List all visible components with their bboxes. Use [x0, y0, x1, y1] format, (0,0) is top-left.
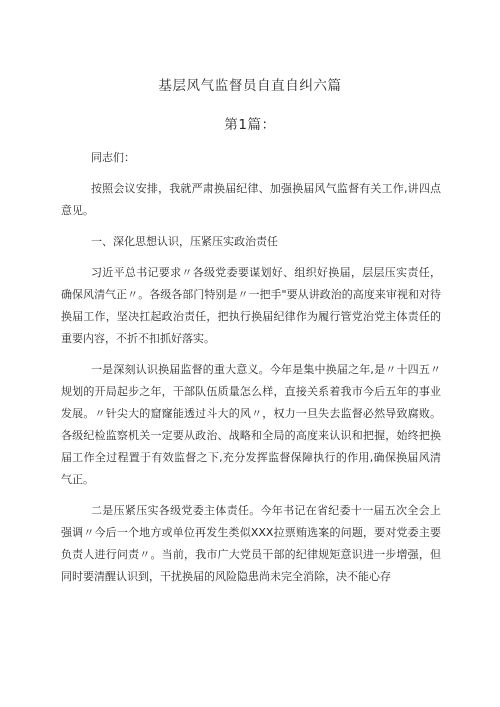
paragraph-body: 二是压紧压实各级党委主体责任。今年书记在省纪委十一届五次全会上强调〃今后一个地方或单位再发生类似XXX拉票贿选案的问题，要对党委主要负责人进行问责〃。当前，我市广大党员干部的纪律规矩意识进一步增强，但同时要清醒认识到，干扰换届的风险隐患尚未完全消除，决不能心存	[61, 504, 441, 583]
document-body	[61, 147, 441, 597]
paragraph-body: 习近平总书记要求〃各级党委要谋划好、组织好换届，层层压实责任，确保风清气正〃。各级各部门特别是〃一把手"要从讲政治的高度来审视和对待换届工作，坚决扛起政治责任，把执行换届纪律作为履行管党治党主体责任的重要内容，不折不扣抓好落实。	[61, 266, 441, 345]
paragraph-salutation: 同志们：	[91, 151, 135, 164]
paragraph-body: 一是深刻认识换届监督的重大意义。今年是集中换届之年,是〃十四五〃规划的开局起步之年，干部队伍质量怎么样，直接关系着我市今后五年的事业发展。〃针尖大的窟窿能透过斗大的风〃，权力一旦失去监督必然导致腐败。各级纪检监察机关一定要从政治、战略和全局的高度来认识和把握，始终把换届工作全过程置于有效监督之下,充分发挥监督保障执行的作用,确保换届风清气正。	[61, 363, 441, 486]
section-heading-1: 一、深化思想认识，压紧压实政治责任	[91, 235, 278, 248]
chapter-title: 第1篇：	[224, 117, 276, 133]
paragraph-intro: 按照会议安排，我就严肃换届纪律、加强换届风气监督有关工作,讲四点意见。	[61, 182, 441, 217]
document-title: 基层风气监督员自直自纠六篇	[158, 78, 342, 94]
